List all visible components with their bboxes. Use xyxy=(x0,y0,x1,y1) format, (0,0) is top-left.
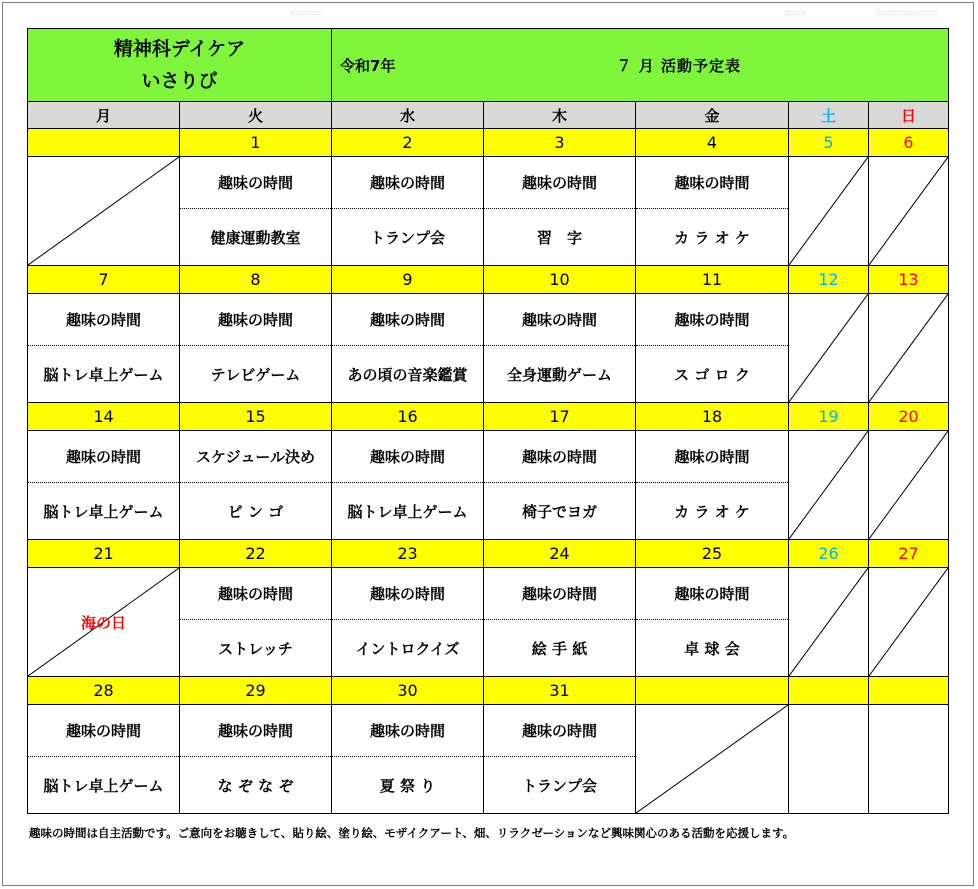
weekend-empty-cell xyxy=(869,431,949,540)
activity-row-top xyxy=(28,431,949,483)
org-subname: いさりび xyxy=(141,70,218,92)
weekend-empty-cell xyxy=(869,294,949,403)
activity-cell: 趣味の時間 xyxy=(28,705,180,757)
date-cell xyxy=(636,677,789,705)
activity-row-top xyxy=(28,294,949,346)
activity-cell: 脳トレ卓上ゲーム xyxy=(28,757,180,814)
date-cell: 16 xyxy=(332,403,484,431)
date-cell: 25 xyxy=(636,540,789,568)
date-row xyxy=(28,266,949,294)
weekend-empty-cell xyxy=(789,157,869,266)
date-cell: 3 xyxy=(484,129,636,157)
diagonal-line xyxy=(869,157,948,265)
date-cell: 4 xyxy=(636,129,789,157)
date-cell: 5 xyxy=(789,129,869,157)
footer-note: 趣味の時間は自主活動です。ご意向をお聴きして、貼り絵、塗り絵、モザイクアート、畑、リラクゼーションなど興味関心のある活動を応援します。 xyxy=(29,826,795,840)
date-cell xyxy=(789,677,869,705)
diagonal-strike-icon xyxy=(789,568,868,676)
activity-cell: 趣味の時間 xyxy=(332,705,484,757)
activity-cell: ストレッチ xyxy=(180,620,332,677)
weekend-empty-cell xyxy=(789,431,869,540)
weekend-empty-cell xyxy=(789,294,869,403)
activity-cell: 趣味の時間 xyxy=(484,705,636,757)
date-cell: 27 xyxy=(869,540,949,568)
date-row xyxy=(28,129,949,157)
weekend-empty-cell xyxy=(869,568,949,677)
weekday-sat: 土 xyxy=(789,102,869,129)
activity-cell: 趣味の時間 xyxy=(636,431,789,483)
diagonal-line xyxy=(869,294,948,402)
date-cell: 13 xyxy=(869,266,949,294)
diagonal-strike-icon xyxy=(869,568,948,676)
activity-cell: 趣味の時間 xyxy=(180,294,332,346)
diagonal-strike-icon xyxy=(789,157,868,265)
activity-cell: 趣味の時間 xyxy=(636,157,789,209)
date-cell xyxy=(869,677,949,705)
weekday-tue: 火 xyxy=(180,102,332,129)
activity-cell: テレビゲーム xyxy=(180,346,332,403)
activity-cell: トランプ会 xyxy=(484,757,636,814)
date-cell: 9 xyxy=(332,266,484,294)
activity-cell: 趣味の時間 xyxy=(484,431,636,483)
activity-cell: スケジュール決め xyxy=(180,431,332,483)
date-cell: 20 xyxy=(869,403,949,431)
date-cell: 15 xyxy=(180,403,332,431)
date-cell: 26 xyxy=(789,540,869,568)
date-cell: 7 xyxy=(28,266,180,294)
weekend-empty-cell xyxy=(789,705,869,814)
activity-cell: 趣味の時間 xyxy=(484,568,636,620)
diagonal-line xyxy=(869,431,948,539)
date-row xyxy=(28,677,949,705)
diagonal-line xyxy=(869,568,948,676)
activity-cell: イントロクイズ xyxy=(332,620,484,677)
date-cell: 24 xyxy=(484,540,636,568)
activity-cell: 夏 祭 り xyxy=(332,757,484,814)
activity-cell: 趣味の時間 xyxy=(332,294,484,346)
diagonal-strike-icon xyxy=(869,157,948,265)
activity-cell: 脳トレ卓上ゲーム xyxy=(332,483,484,540)
holiday-label: 海の日 xyxy=(80,614,126,632)
date-row xyxy=(28,540,949,568)
date-cell: 28 xyxy=(28,677,180,705)
activity-cell: 健康運動教室 xyxy=(180,209,332,266)
activity-cell: 趣味の時間 xyxy=(484,294,636,346)
weekend-empty-cell xyxy=(869,157,949,266)
date-cell: 19 xyxy=(789,403,869,431)
diagonal-strike-icon xyxy=(869,294,948,402)
activity-cell: 脳トレ卓上ゲーム xyxy=(28,346,180,403)
activity-cell: 全身運動ゲーム xyxy=(484,346,636,403)
faint-header-mark-right: ▭▭▭▭▭▭ xyxy=(875,6,938,19)
diagonal-line xyxy=(789,431,868,539)
date-cell: 29 xyxy=(180,677,332,705)
faint-header-mark-left: ▭▭▭ xyxy=(290,6,322,19)
date-cell: 30 xyxy=(332,677,484,705)
date-cell: 23 xyxy=(332,540,484,568)
activity-cell: な ぞ な ぞ xyxy=(180,757,332,814)
diagonal-strike-icon xyxy=(28,157,179,265)
month-title: ７ 月 活動予定表 xyxy=(484,29,949,102)
empty-day-cell xyxy=(636,705,789,814)
date-cell: 21 xyxy=(28,540,180,568)
diagonal-line xyxy=(789,568,868,676)
activity-row-top xyxy=(28,568,949,620)
date-cell: 17 xyxy=(484,403,636,431)
activity-cell: カ ラ オ ケ xyxy=(636,209,789,266)
weekday-mon: 月 xyxy=(28,102,180,129)
weekday-thu: 木 xyxy=(484,102,636,129)
date-cell: 6 xyxy=(869,129,949,157)
activity-cell: 趣味の時間 xyxy=(180,705,332,757)
date-cell: 22 xyxy=(180,540,332,568)
activity-cell: 趣味の時間 xyxy=(332,157,484,209)
activity-cell: 趣味の時間 xyxy=(28,431,180,483)
activity-cell: 習 字 xyxy=(484,209,636,266)
activity-cell: あの頃の音楽鑑賞 xyxy=(332,346,484,403)
activity-cell: 趣味の時間 xyxy=(332,431,484,483)
diagonal-line xyxy=(636,705,788,813)
empty-day-cell xyxy=(28,568,180,677)
date-cell: 14 xyxy=(28,403,180,431)
activity-cell: 趣味の時間 xyxy=(484,157,636,209)
date-cell: 11 xyxy=(636,266,789,294)
diagonal-line xyxy=(789,294,868,402)
date-cell: 10 xyxy=(484,266,636,294)
activity-calendar xyxy=(27,28,949,814)
weekend-empty-cell xyxy=(789,568,869,677)
activity-cell: 趣味の時間 xyxy=(636,294,789,346)
org-name: 精神科デイケア xyxy=(113,38,246,60)
activity-row-top xyxy=(28,705,949,757)
activity-cell: 脳トレ卓上ゲーム xyxy=(28,483,180,540)
activity-cell: 趣味の時間 xyxy=(28,294,180,346)
date-cell: 8 xyxy=(180,266,332,294)
activity-cell: ビ ン ゴ xyxy=(180,483,332,540)
activity-cell: ス ゴ ロ ク xyxy=(636,346,789,403)
diagonal-strike-icon xyxy=(869,431,948,539)
activity-cell: 趣味の時間 xyxy=(180,157,332,209)
date-cell: 12 xyxy=(789,266,869,294)
activity-cell: カ ラ オ ケ xyxy=(636,483,789,540)
activity-cell: 卓 球 会 xyxy=(636,620,789,677)
date-row xyxy=(28,403,949,431)
date-cell: 2 xyxy=(332,129,484,157)
faint-header-mark-mid: ▭▭ xyxy=(785,6,806,19)
diagonal-strike-icon xyxy=(636,705,788,813)
diagonal-line xyxy=(789,157,868,265)
diagonal-strike-icon xyxy=(789,431,868,539)
date-cell xyxy=(28,129,180,157)
weekend-empty-cell xyxy=(869,705,949,814)
weekday-sun: 日 xyxy=(869,102,949,129)
empty-day-cell xyxy=(28,157,180,266)
diagonal-strike-icon xyxy=(789,294,868,402)
date-cell: 31 xyxy=(484,677,636,705)
activity-cell: トランプ会 xyxy=(332,209,484,266)
weekday-wed: 水 xyxy=(332,102,484,129)
activity-cell: 絵 手 紙 xyxy=(484,620,636,677)
activity-cell: 椅子でヨガ xyxy=(484,483,636,540)
activity-cell: 趣味の時間 xyxy=(332,568,484,620)
date-cell: 18 xyxy=(636,403,789,431)
activity-row-top xyxy=(28,157,949,209)
diagonal-line xyxy=(28,157,179,265)
era-label: 令和7年 xyxy=(332,29,484,102)
header-org-cell xyxy=(28,29,332,102)
weekday-fri: 金 xyxy=(636,102,789,129)
activity-cell: 趣味の時間 xyxy=(180,568,332,620)
activity-cell: 趣味の時間 xyxy=(636,568,789,620)
date-cell: 1 xyxy=(180,129,332,157)
